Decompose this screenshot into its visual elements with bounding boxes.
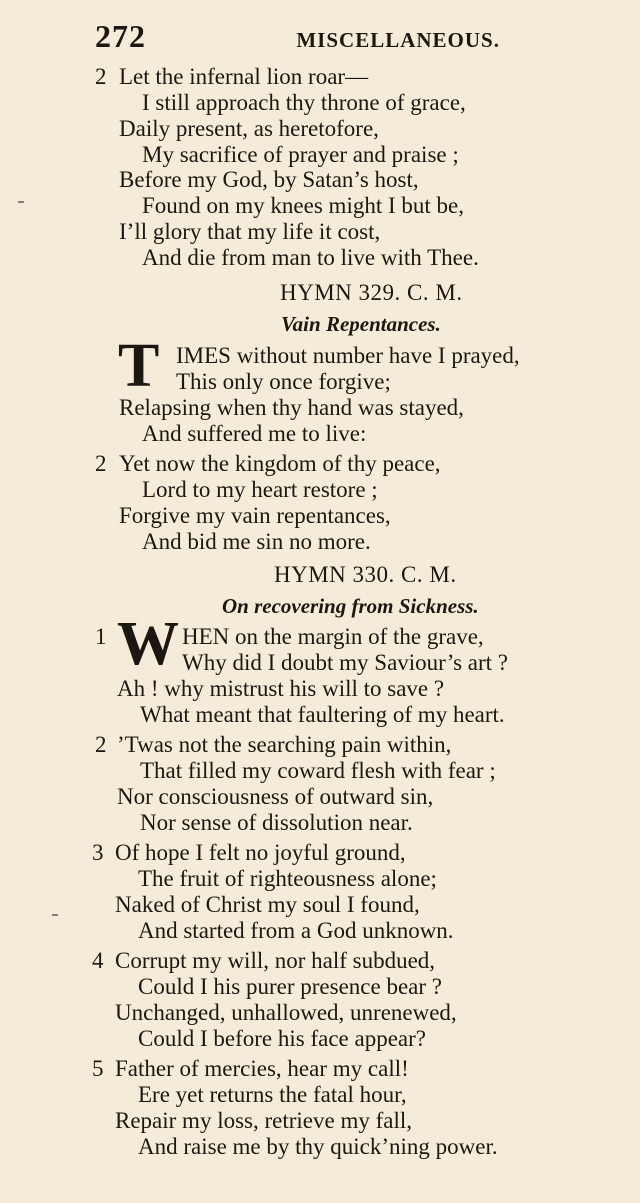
stanza-number: 5 [92,1056,104,1081]
verse-line: Nor consciousness of outward sin, [117,784,434,809]
verse-line: And die from man to live with Thee. [142,245,479,270]
verse-line: And bid me sin no more. [142,529,371,554]
hymn-title: HYMN 329. C. M. [280,280,463,305]
stanza-number: 2 [95,451,107,476]
verse-line: And started from a God unknown. [138,918,454,943]
verse-line: Naked of Christ my soul I found, [115,892,420,917]
verse-line: Could I before his face appear? [138,1026,426,1051]
page-number: 272 [95,18,146,54]
verse-line: IMES without number have I prayed, [176,343,520,368]
page-header [95,18,500,58]
stanza-number: 4 [92,948,104,973]
verse-line: Father of mercies, hear my call! [115,1056,409,1081]
verse-line: Could I his purer presence bear ? [138,974,442,999]
verse-line: Yet now the kingdom of thy peace, [119,451,441,476]
verse-line: And suffered me to live: [142,421,367,446]
verse-line: That filled my coward flesh with fear ; [140,758,496,783]
verse-line: I still approach thy throne of grace, [142,90,466,115]
verse-line: Forgive my vain repentances, [119,503,391,528]
verse-line: What meant that faultering of my heart. [140,702,505,727]
verse-line: And raise me by thy quick’ning power. [138,1134,498,1159]
verse-line: Corrupt my will, nor half subdued, [115,948,436,973]
verse-line: Before my God, by Satan’s host, [119,167,419,192]
verse-line: Nor sense of dissolution near. [140,810,413,835]
verse-line: Found on my knees might I but be, [142,193,464,218]
hymn-subtitle: Vain Repentances. [281,312,441,336]
verse-line: The fruit of righteousness alone; [138,866,437,891]
paper-speck [52,914,58,916]
stanza-number: 3 [92,840,104,865]
paper-speck [18,201,24,203]
running-head: MISCELLANEOUS. [296,28,500,52]
hymn-subtitle: On recovering from Sickness. [222,594,479,618]
stanza-number: 2 [95,732,107,757]
hymn-title: HYMN 330. C. M. [274,562,457,587]
verse-line: This only once forgive; [176,369,391,394]
verse-line: Repair my loss, retrieve my fall, [115,1108,413,1133]
verse-line: My sacrifice of prayer and praise ; [142,142,459,167]
verse-line: HEN on the margin of the grave, [182,624,484,649]
stanza-number: 2 [95,64,107,89]
verse-line: Of hope I felt no joyful ground, [115,840,406,865]
verse-line: Let the infernal lion roar— [119,64,369,89]
drop-cap: T [118,332,160,400]
verse-line: Unchanged, unhallowed, unrenewed, [115,1000,457,1025]
verse-line: Lord to my heart restore ; [142,477,378,502]
verse-line: Ah ! why mistrust his will to save ? [117,676,445,701]
drop-cap: W [117,610,179,678]
verse-line: ’Twas not the searching pain within, [117,732,452,757]
verse-line: I’ll glory that my life it cost, [119,219,381,244]
stanza-number: 1 [95,624,107,649]
verse-line: Why did I doubt my Saviour’s art ? [182,650,508,675]
verse-line: Relapsing when thy hand was stayed, [119,395,464,420]
verse-line: Daily present, as heretofore, [119,116,379,141]
verse-line: Ere yet returns the fatal hour, [138,1082,407,1107]
